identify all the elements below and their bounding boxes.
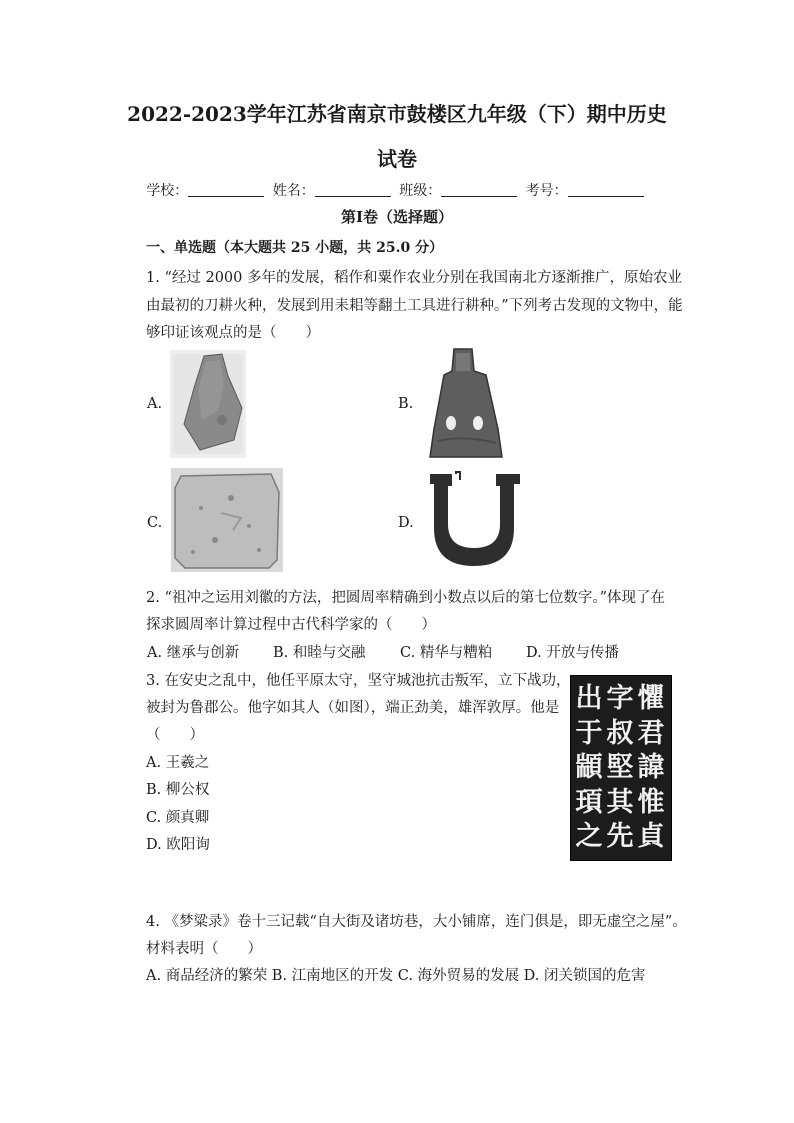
q1-option-c-label: C. xyxy=(147,515,163,531)
stone-slab-image xyxy=(171,468,283,572)
q1-line3: 够印证该观点的是（ ） xyxy=(146,325,320,341)
q4-line2: 材料表明（ ） xyxy=(146,941,262,957)
calligraphy-rubbing-image xyxy=(570,675,672,861)
q2-option-a: A. 继承与创新 xyxy=(147,645,240,661)
exam-title: 2022-2023学年江苏省南京市鼓楼区九年级（下）期中历史 xyxy=(127,102,667,126)
q3-option-c: C. 颜真卿 xyxy=(146,810,210,826)
q2-line2: 探求圆周率计算过程中古代科学家的（ ） xyxy=(146,617,436,633)
q2-option-d: D. 开放与传播 xyxy=(526,645,619,661)
bronze-spade-image xyxy=(420,345,510,463)
q3-option-d: D. 欧阳询 xyxy=(146,837,210,853)
q2-option-c: C. 精华与糟粕 xyxy=(400,645,493,661)
q3-line3: （ ） xyxy=(146,727,204,743)
q1-line1: 1. “经过 2000 多年的发展，稻作和粟作农业分别在我国南北方逐渐推广，原始农业 xyxy=(146,270,682,286)
rubbing-column-1: 懼君諱惟貞 xyxy=(637,683,665,852)
q3-option-b: B. 柳公权 xyxy=(146,782,210,798)
q3-line2: 被封为鲁郡公。他字如其人（如图），端正劲美，雄浑敦厚。他是 xyxy=(146,700,560,716)
class-blank xyxy=(441,182,517,197)
q3-option-a: A. 王羲之 xyxy=(146,755,210,771)
rubbing-column-2: 字叔堅其先 xyxy=(606,683,634,852)
stone-tool-image xyxy=(170,350,246,458)
name-label: 姓名： xyxy=(272,183,315,199)
q2-option-b: B. 和睦与交融 xyxy=(273,645,366,661)
section-title: 第Ⅰ卷（选择题） xyxy=(340,208,454,226)
q1-option-a-label: A. xyxy=(147,396,163,412)
rubbing-column-3: 出于顓頊之 xyxy=(575,683,603,852)
school-blank xyxy=(188,182,264,197)
exam-title-line2: 试卷 xyxy=(377,147,417,171)
q1-option-b-label: B. xyxy=(398,396,414,412)
q1-line2: 由最初的刀耕火种，发展到用耒耜等翻土工具进行耕种。”下列考古发现的文物中，能 xyxy=(146,298,683,314)
q4-options: A. 商品经济的繁荣 B. 江南地区的开发 C. 海外贸易的发展 D. 闭关锁国的危害 xyxy=(146,968,646,984)
class-label: 班级： xyxy=(399,183,442,199)
name-blank xyxy=(315,182,391,197)
part-heading: 一、单选题（本大题共 25 小题，共 25.0 分） xyxy=(146,240,444,256)
q1-option-d-label: D. xyxy=(398,515,414,531)
q4-line1: 4. 《梦粱录》卷十三记载“自大街及诸坊巷，大小铺席，连门俱是，即无虚空之屋”。 xyxy=(146,914,687,930)
q3-line1: 3. 在安史之乱中，他任平原太守，坚守城池抗击叛军，立下战功， xyxy=(146,673,571,689)
school-label: 学校： xyxy=(146,183,189,199)
u-shaped-tool-image xyxy=(426,470,522,570)
q2-line1: 2. “祖冲之运用刘徽的方法，把圆周率精确到小数点以后的第七位数字。”体现了在 xyxy=(146,590,666,606)
exam-number-label: 考号： xyxy=(525,183,568,199)
student-info-row xyxy=(0,180,794,200)
exam-number-blank xyxy=(568,182,644,197)
